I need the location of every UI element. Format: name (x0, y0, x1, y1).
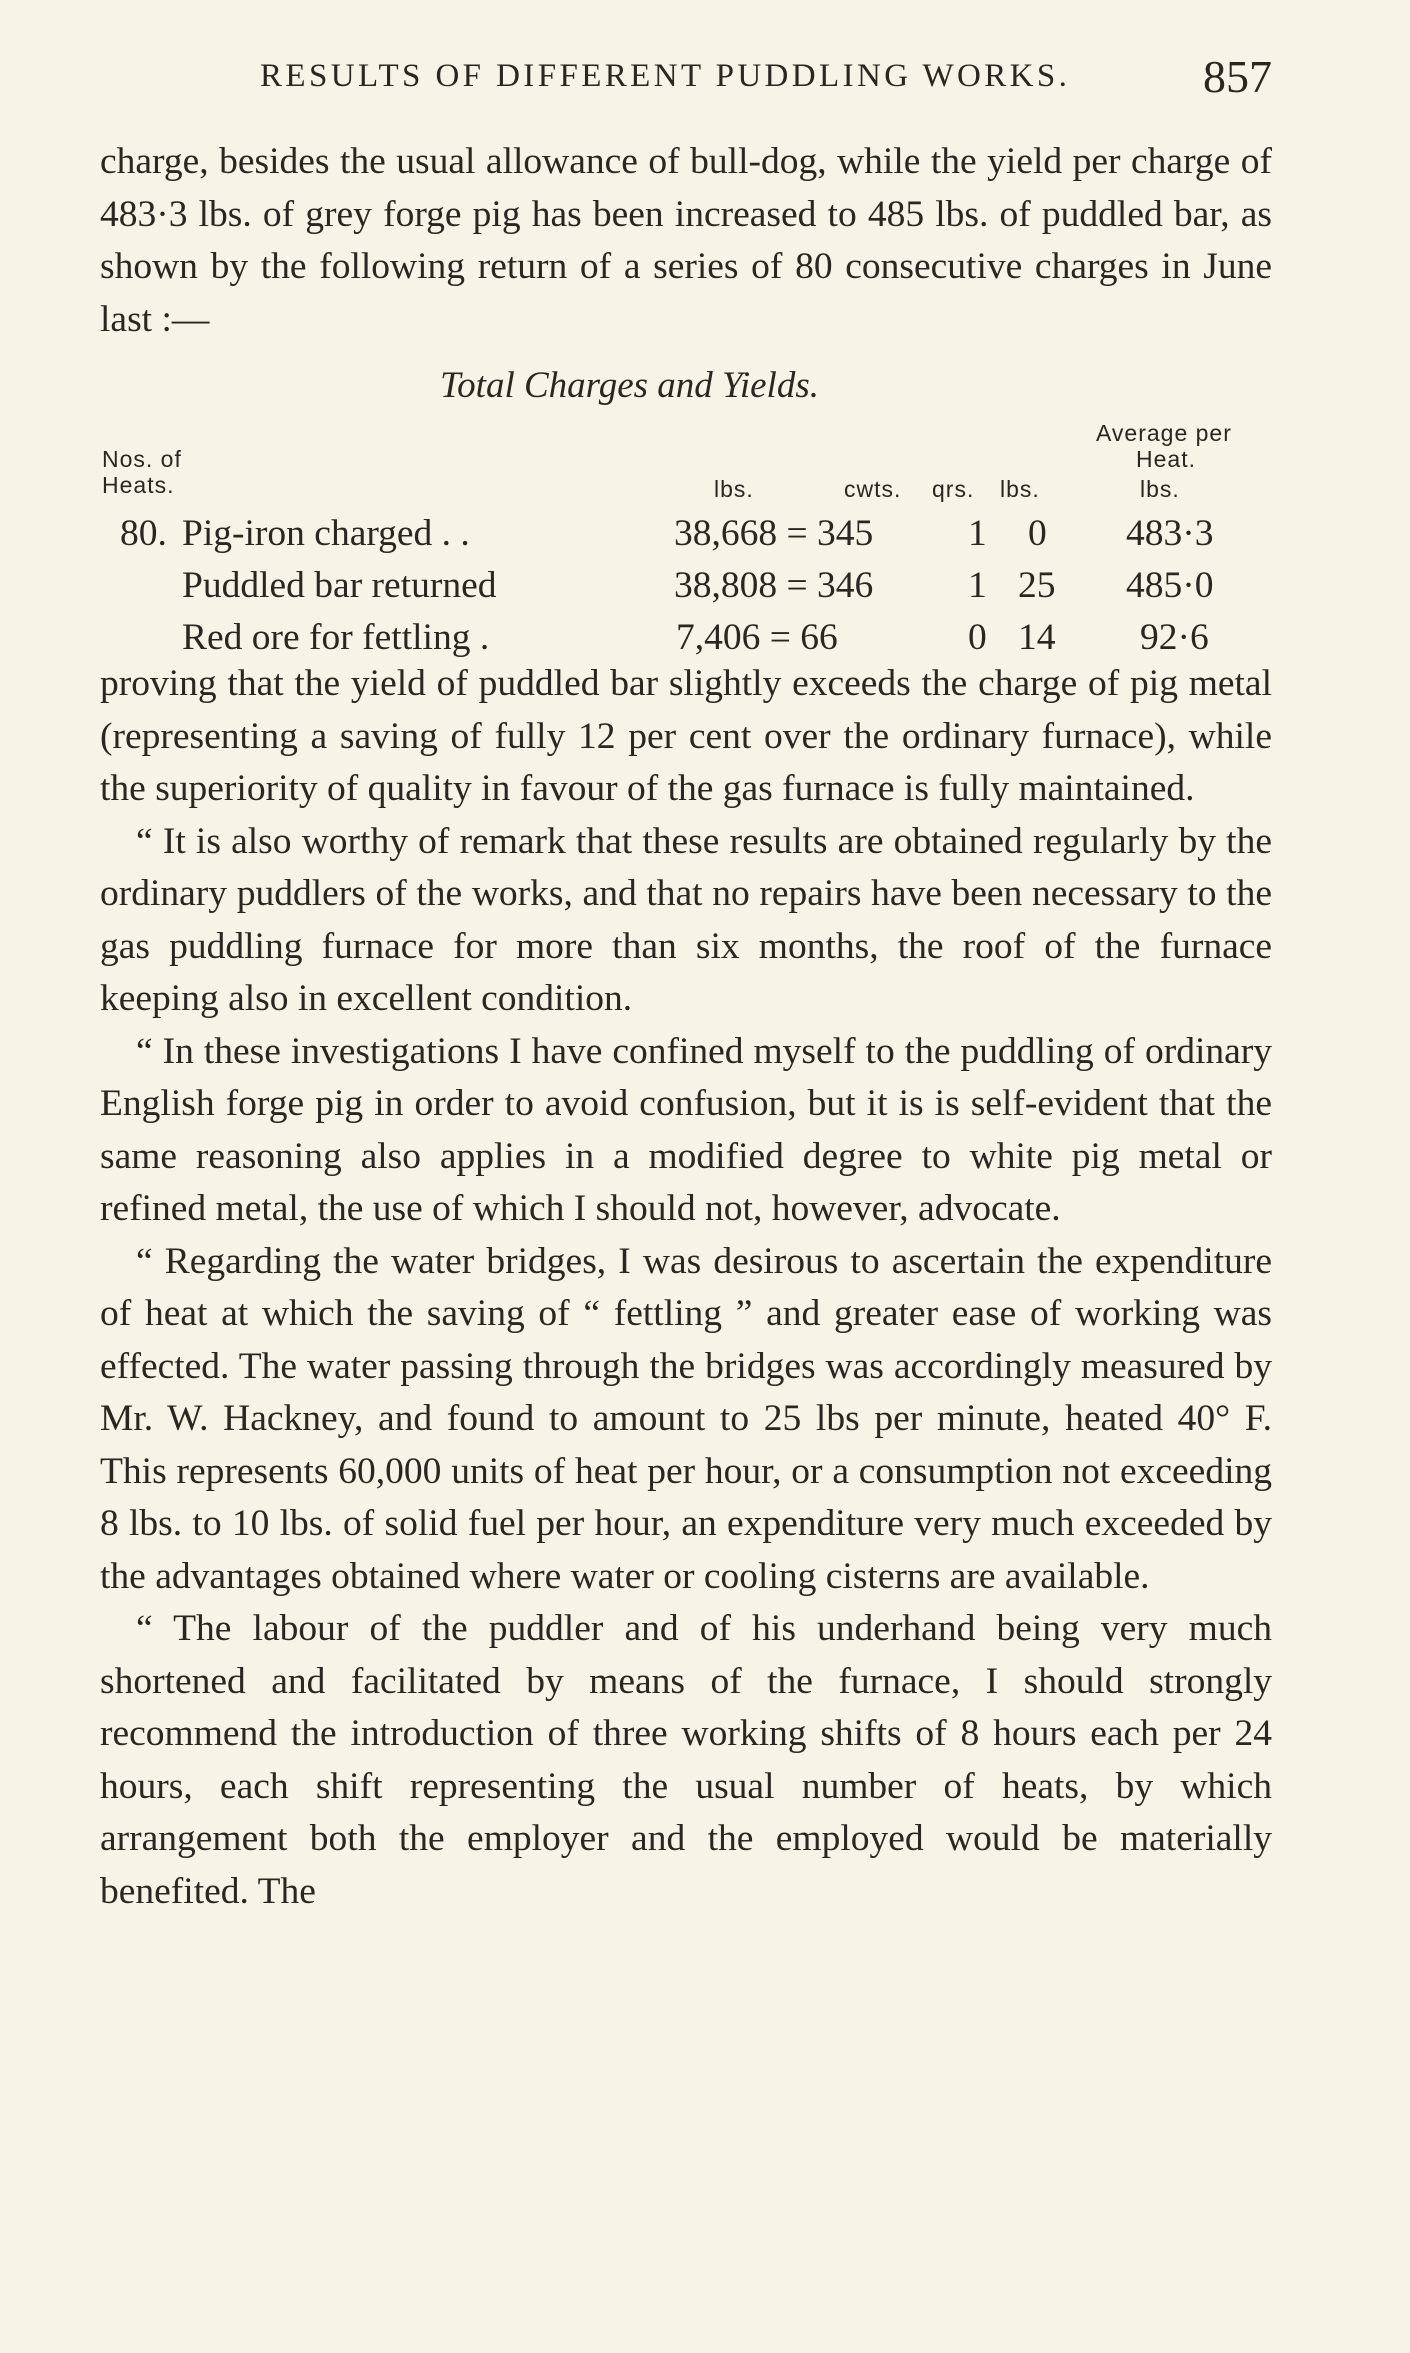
row-avg: 485·0 (1126, 565, 1214, 606)
paragraph: proving that the yield of puddled bar slightly exceeds the charge of pig metal (representing a saving of fully 12 per cent over the ordinary furnace), while the superiority of quality in favour of the gas furnace is fully maintained. (100, 663, 1272, 809)
header-cwts: cwts. (844, 476, 902, 502)
paragraph: “ The labour of the puddler and of his underhand being very much shortened and facilitated by means of the furnace, I should strongly recommend the introduction of three working shifts of 8 hours each per 24 hours, each shift representing the usual number of heats, by which arrangement both the employer and the employed would be materially benefited. The (100, 1608, 1272, 1912)
text-block-main (100, 658, 1272, 1918)
row-lbs: 38,668 = 345 (674, 513, 874, 554)
row-lbs: 7,406 = 66 (676, 617, 838, 658)
paragraph: “ It is also worthy of remark that these results are obtained regularly by the ordinary puddlers of the works, and that no repairs have been necessary to the gas puddling furnace for more than six months, the roof of the furnace keeping also in excellent condition. (100, 820, 1272, 1019)
text-block-intro (100, 136, 1272, 346)
page-header (100, 52, 1272, 108)
row-avg: 483·3 (1126, 513, 1214, 554)
paragraph: “ In these investigations I have confined myself to the puddling of ordinary English forge pig in order to avoid confusion, but it is is self-evident that the same reasoning also applies in a modified degree to white pig metal or refined metal, the use of which I should not, however, advocate. (100, 1030, 1272, 1229)
header-heat: Heat. (1136, 446, 1196, 472)
header-qrs: qrs. (932, 476, 975, 502)
header-heats: Heats. (102, 472, 175, 498)
row-lbs2: 14 (1018, 617, 1056, 658)
row-avg: 92·6 (1140, 617, 1209, 658)
header-lbs: lbs. (714, 476, 754, 502)
row-lbs: 38,808 = 346 (674, 565, 874, 606)
row-label: Pig-iron charged . . (182, 513, 470, 554)
table-title: Total Charges and Yields. (440, 365, 819, 406)
row-label: Puddled bar returned (182, 565, 497, 606)
page-number: 857 (1203, 51, 1272, 102)
header-average-per: Average per (1096, 420, 1232, 446)
row-qrs: 0 (968, 617, 987, 658)
paragraph: “ Regarding the water bridges, I was desirous to ascertain the expenditure of heat at which the saving of “ fettling ” and greater ease of working was effected. The water passing through the bridges was accordingly measured by Mr. W. Hackney, and found to amount to 25 lbs per minute, heated 40° F. This represents 60,000 units of heat per hour, or a consumption not exceeding 8 lbs. to 10 lbs. of solid fuel per hour, an expenditure very much exceeded by the advantages obtained where water or cooling cisterns are available. (100, 1240, 1272, 1597)
row-lbs2: 0 (1028, 513, 1047, 554)
row-qrs: 1 (968, 565, 987, 606)
header-lbs-2: lbs. (1000, 476, 1040, 502)
header-nos-of: Nos. of (102, 446, 182, 472)
running-head: RESULTS OF DIFFERENT PUDDLING WORKS. (260, 58, 1071, 94)
row-label: Red ore for fettling . (182, 617, 490, 658)
paragraph: charge, besides the usual allowance of bull-dog, while the yield per charge of 483·3 lbs. of grey forge pig has been increased to 485 lbs. of puddled bar, as shown by the following return of a series of 80 consecutive charges in June last :— (100, 141, 1272, 340)
row-lbs2: 25 (1018, 565, 1056, 606)
row-nos: 80. (120, 513, 167, 554)
row-qrs: 1 (968, 513, 987, 554)
charges-table (100, 420, 1272, 660)
header-avg-lbs: lbs. (1140, 476, 1180, 502)
